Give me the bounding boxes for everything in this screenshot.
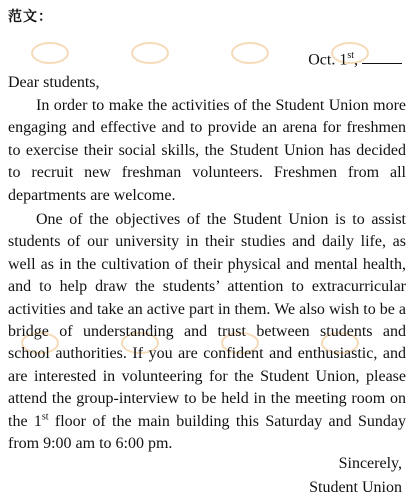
- date-blank-line: [362, 51, 402, 64]
- watermark-logo-icon: [30, 40, 70, 66]
- date-ordinal: st: [347, 50, 354, 61]
- floor-ordinal: st: [41, 411, 49, 423]
- letter-closing: [309, 452, 402, 500]
- paragraph-2-tail: floor of the main building this Saturday and Sunday from 9:00 am to 6:00 pm.: [8, 412, 406, 453]
- valediction: Sincerely,: [338, 455, 402, 472]
- date-separator: ,: [354, 51, 358, 69]
- letter-body: [8, 95, 406, 458]
- paragraph-1: In order to make the activities of the Student Union more engaging and effective and to provide an arena for freshmen to exercise their social skills, the Student Union has decided to recruit new freshman volunteers. Freshmen from all departments are welcome.: [8, 97, 406, 204]
- salutation: Dear students,: [8, 74, 100, 91]
- paragraph-2-text: One of the objectives of the Student Union is to assist students of our university in their studies and daily life, as well as in the cultivation of their physical and mental health, and to help draw the students’ attention to extracurricular activities and take an active part in them. We also wish to be a bridge of understanding and trust between students and school authorities. If you are confident and enthusiastic, and are interested in volunteering for the Student Union, please attend the group-interview to be held in the meeting room on the 1: [8, 211, 406, 430]
- signature: Student Union: [309, 479, 402, 496]
- watermark-logo-icon: [230, 40, 270, 66]
- page-heading: 范文：: [8, 9, 53, 25]
- paragraph-2: [8, 209, 406, 455]
- watermark-logo-icon: [130, 40, 170, 66]
- date-text: Oct. 1: [308, 51, 348, 69]
- letter-date: [308, 50, 402, 69]
